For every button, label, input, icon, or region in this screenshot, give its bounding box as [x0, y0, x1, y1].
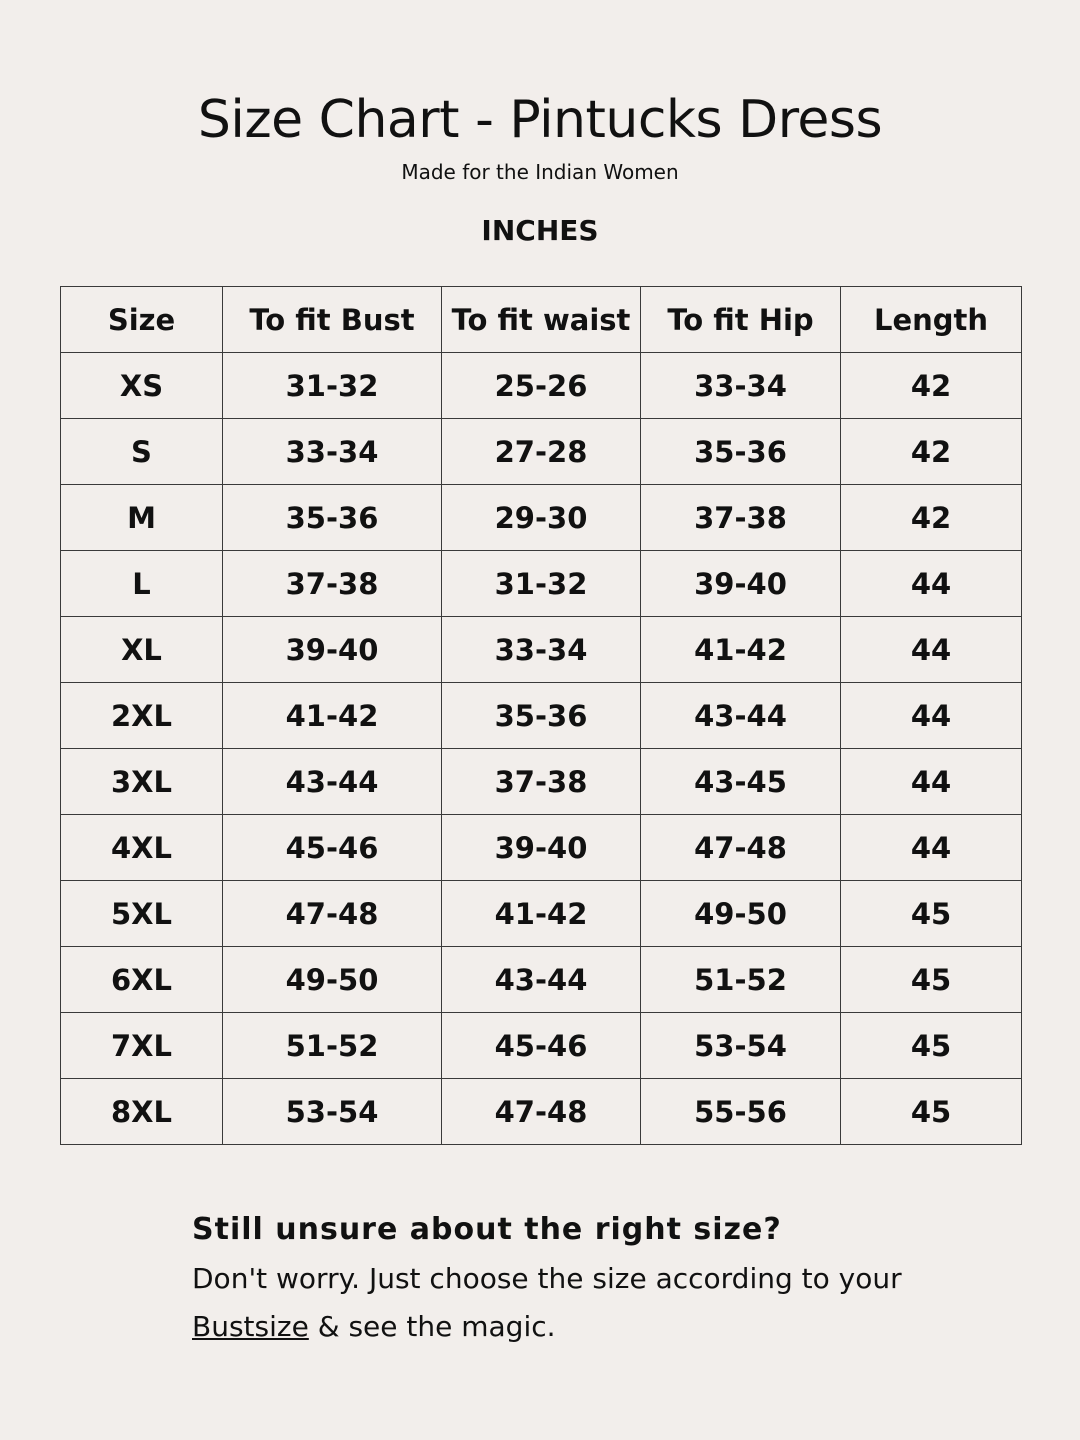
cell-length: 45: [841, 1079, 1022, 1145]
cell-size: M: [61, 485, 223, 551]
cell-hip: 33-34: [641, 353, 841, 419]
help-body-line2-rest: & see the magic.: [308, 1310, 556, 1343]
page-subtitle: Made for the Indian Women: [401, 160, 679, 184]
cell-hip: 43-45: [641, 749, 841, 815]
table-row: [61, 551, 1022, 617]
size-help-section: [192, 1212, 1032, 1351]
table-row: [61, 419, 1022, 485]
table-row: [61, 485, 1022, 551]
cell-size: L: [61, 551, 223, 617]
help-heading: Still unsure about the right size?: [192, 1212, 782, 1247]
table-row: [61, 1013, 1022, 1079]
column-header-hip: To fit Hip: [641, 287, 841, 353]
cell-size: 3XL: [61, 749, 223, 815]
cell-length: 45: [841, 1013, 1022, 1079]
cell-bust: 35-36: [223, 485, 442, 551]
cell-bust: 47-48: [223, 881, 442, 947]
cell-waist: 41-42: [442, 881, 641, 947]
cell-hip: 41-42: [641, 617, 841, 683]
cell-size: 8XL: [61, 1079, 223, 1145]
cell-size: 6XL: [61, 947, 223, 1013]
cell-waist: 31-32: [442, 551, 641, 617]
size-chart-table: [60, 286, 1022, 1145]
cell-waist: 47-48: [442, 1079, 641, 1145]
table-row: [61, 1079, 1022, 1145]
cell-length: 42: [841, 419, 1022, 485]
cell-waist: 27-28: [442, 419, 641, 485]
cell-waist: 33-34: [442, 617, 641, 683]
help-body: [192, 1255, 1032, 1351]
cell-bust: 49-50: [223, 947, 442, 1013]
cell-waist: 35-36: [442, 683, 641, 749]
cell-length: 45: [841, 881, 1022, 947]
bustsize-link[interactable]: Bustsize: [192, 1310, 309, 1343]
cell-hip: 43-44: [641, 683, 841, 749]
table-row: [61, 617, 1022, 683]
page-title: Size Chart - Pintucks Dress: [197, 90, 883, 150]
cell-bust: 37-38: [223, 551, 442, 617]
table-row: [61, 815, 1022, 881]
cell-size: 2XL: [61, 683, 223, 749]
cell-size: 5XL: [61, 881, 223, 947]
cell-size: S: [61, 419, 223, 485]
cell-size: 7XL: [61, 1013, 223, 1079]
cell-waist: 43-44: [442, 947, 641, 1013]
cell-waist: 39-40: [442, 815, 641, 881]
cell-length: 44: [841, 617, 1022, 683]
help-body-line2: [192, 1303, 1032, 1351]
cell-bust: 31-32: [223, 353, 442, 419]
cell-bust: 43-44: [223, 749, 442, 815]
table-row: [61, 947, 1022, 1013]
cell-length: 42: [841, 485, 1022, 551]
cell-length: 45: [841, 947, 1022, 1013]
cell-length: 44: [841, 749, 1022, 815]
cell-waist: 25-26: [442, 353, 641, 419]
cell-bust: 33-34: [223, 419, 442, 485]
cell-waist: 37-38: [442, 749, 641, 815]
cell-hip: 51-52: [641, 947, 841, 1013]
cell-bust: 53-54: [223, 1079, 442, 1145]
cell-size: 4XL: [61, 815, 223, 881]
cell-length: 44: [841, 551, 1022, 617]
cell-hip: 55-56: [641, 1079, 841, 1145]
cell-hip: 35-36: [641, 419, 841, 485]
table-row: [61, 749, 1022, 815]
cell-hip: 37-38: [641, 485, 841, 551]
cell-bust: 45-46: [223, 815, 442, 881]
cell-waist: 45-46: [442, 1013, 641, 1079]
cell-hip: 39-40: [641, 551, 841, 617]
table-row: [61, 683, 1022, 749]
cell-length: 44: [841, 683, 1022, 749]
cell-size: XS: [61, 353, 223, 419]
cell-bust: 41-42: [223, 683, 442, 749]
cell-bust: 39-40: [223, 617, 442, 683]
cell-length: 42: [841, 353, 1022, 419]
table-header-row: [61, 287, 1022, 353]
column-header-size: Size: [61, 287, 223, 353]
cell-size: XL: [61, 617, 223, 683]
help-body-line1: Don't worry. Just choose the size according to your: [192, 1262, 902, 1295]
cell-length: 44: [841, 815, 1022, 881]
cell-waist: 29-30: [442, 485, 641, 551]
cell-hip: 53-54: [641, 1013, 841, 1079]
units-label: INCHES: [481, 214, 599, 247]
table-row: [61, 881, 1022, 947]
cell-hip: 49-50: [641, 881, 841, 947]
column-header-length: Length: [841, 287, 1022, 353]
cell-bust: 51-52: [223, 1013, 442, 1079]
column-header-waist: To fit waist: [442, 287, 641, 353]
column-header-bust: To fit Bust: [223, 287, 442, 353]
cell-hip: 47-48: [641, 815, 841, 881]
table-row: [61, 353, 1022, 419]
